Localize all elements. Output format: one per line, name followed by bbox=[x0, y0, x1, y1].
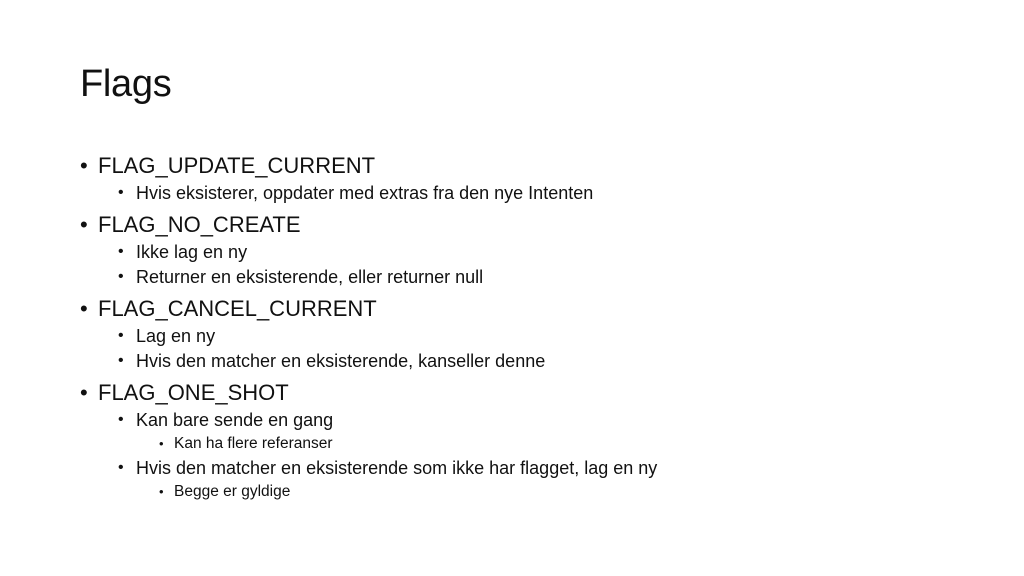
bullet-dot-icon: • bbox=[118, 459, 124, 476]
bullet-dot-icon: • bbox=[118, 327, 124, 344]
sub-bullet bbox=[118, 324, 216, 348]
sub-bullet bbox=[118, 349, 546, 373]
bullet-text: FLAG_ONE_SHOT bbox=[98, 380, 289, 405]
sub-bullet bbox=[118, 456, 658, 480]
bullet-dot-icon: • bbox=[80, 380, 88, 405]
bullet-dot-icon: • bbox=[118, 268, 124, 285]
bullet-dot-icon: • bbox=[118, 184, 124, 201]
bullet-dot-icon: • bbox=[118, 411, 124, 428]
bullet-text: FLAG_CANCEL_CURRENT bbox=[98, 296, 377, 321]
sub-bullet bbox=[118, 181, 594, 205]
bullet-text: Returner en eksisterende, eller returner null bbox=[136, 267, 484, 287]
bullet-dot-icon: • bbox=[118, 243, 124, 260]
bullet-flag-cancel-current bbox=[80, 295, 377, 323]
bullet-text: Hvis den matcher en eksisterende, kanseller denne bbox=[136, 351, 546, 371]
bullet-text: FLAG_NO_CREATE bbox=[98, 212, 301, 237]
bullet-text: Hvis den matcher en eksisterende som ikke har flagget, lag en ny bbox=[136, 458, 658, 478]
bullet-dot-icon: • bbox=[159, 436, 164, 451]
bullet-flag-one-shot bbox=[80, 379, 289, 407]
bullet-text: FLAG_UPDATE_CURRENT bbox=[98, 153, 376, 178]
bullet-text: Hvis eksisterer, oppdater med extras fra den nye Intenten bbox=[136, 183, 594, 203]
bullet-flag-no-create bbox=[80, 211, 301, 239]
sub-sub-bullet bbox=[159, 482, 291, 502]
bullet-flag-update-current bbox=[80, 152, 376, 180]
slide-title: Flags bbox=[80, 63, 172, 105]
bullet-text: Lag en ny bbox=[136, 326, 216, 346]
bullet-dot-icon: • bbox=[80, 296, 88, 321]
bullet-dot-icon: • bbox=[118, 352, 124, 369]
bullet-text: Kan ha flere referanser bbox=[174, 435, 333, 452]
bullet-text: Ikke lag en ny bbox=[136, 242, 248, 262]
bullet-dot-icon: • bbox=[80, 153, 88, 178]
bullet-dot-icon: • bbox=[80, 212, 88, 237]
sub-bullet bbox=[118, 240, 248, 264]
sub-sub-bullet bbox=[159, 434, 333, 454]
bullet-text: Begge er gyldige bbox=[174, 483, 291, 500]
sub-bullet bbox=[118, 265, 484, 289]
bullet-text: Kan bare sende en gang bbox=[136, 410, 334, 430]
sub-bullet bbox=[118, 408, 334, 432]
bullet-dot-icon: • bbox=[159, 484, 164, 499]
